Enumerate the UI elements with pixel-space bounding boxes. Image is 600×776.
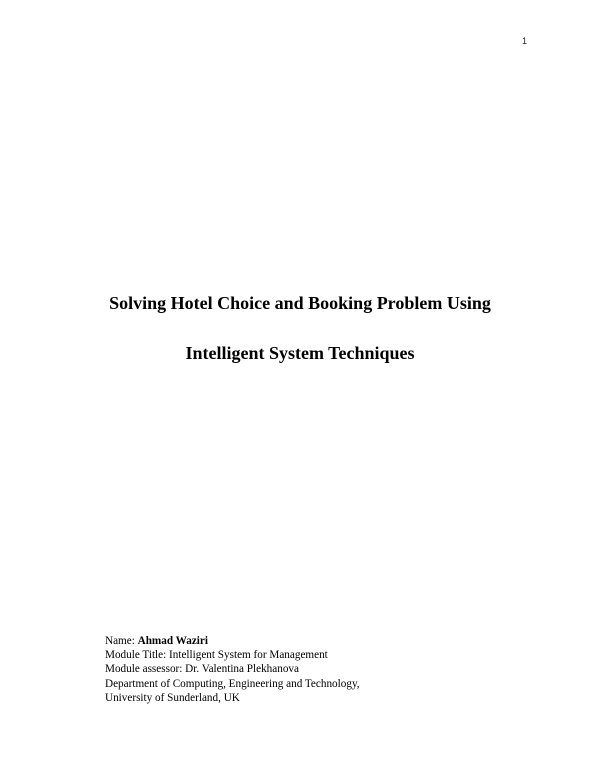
university-line: University of Sunderland, UK	[105, 691, 240, 704]
department-line: Department of Computing, Engineering and Technology,	[105, 677, 360, 690]
title-line-1: Solving Hotel Choice and Booking Problem Using	[109, 293, 491, 313]
name-label: Name:	[105, 635, 138, 647]
author-info-block	[105, 634, 360, 705]
author-name: Ahmad Waziri	[137, 635, 208, 647]
author-name-line	[105, 634, 360, 648]
title-line-2: Intelligent System Techniques	[185, 343, 415, 363]
page-number: 1	[522, 36, 528, 46]
module-title-line: Module Title: Intelligent System for Management	[105, 649, 328, 662]
module-assessor-line: Module assessor: Dr. Valentina Plekhanova	[105, 663, 299, 676]
